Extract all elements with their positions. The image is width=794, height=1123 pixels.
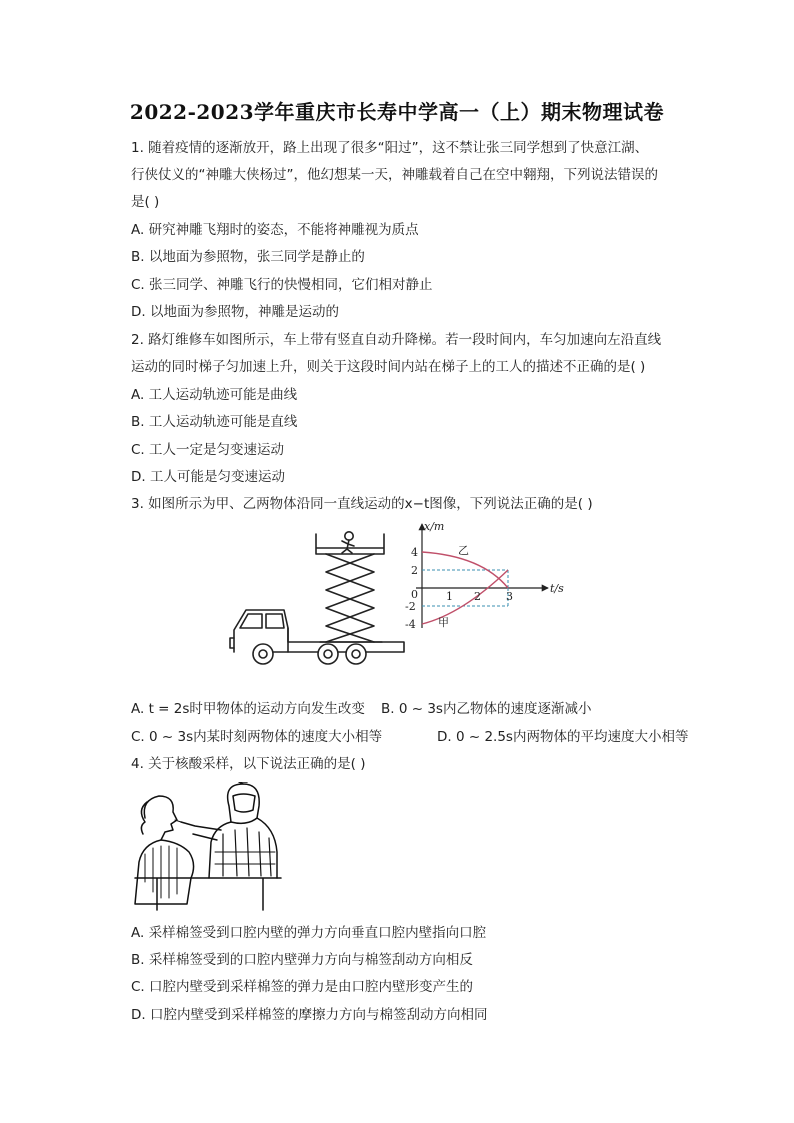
worker-head xyxy=(345,532,353,540)
x-tick-1: 1 xyxy=(446,590,453,603)
q3-option-d: D. 0 ~ 2.5s内两物体的平均速度大小相等 xyxy=(437,729,689,745)
q2-stem-line-1: 2. 路灯维修车如图所示，车上带有竖直自动升降梯。若一段时间内，车匀加速向左沿直线 xyxy=(131,332,662,348)
series-label-jia: 甲 xyxy=(438,616,449,629)
q4-stem: 4. 关于核酸采样，以下说法正确的是( ) xyxy=(131,756,366,772)
x-tick-2: 2 xyxy=(474,590,481,603)
q4-option-d: D. 口腔内壁受到采样棉签的摩擦力方向与棉签刮动方向相同 xyxy=(131,1007,488,1023)
q1-option-d: D. 以地面为参照物，神雕是运动的 xyxy=(131,304,339,320)
q1-option-a: A. 研究神雕飞翔时的姿态，不能将神雕视为质点 xyxy=(131,222,419,238)
series-jia-curve xyxy=(422,570,508,624)
q2-stem-line-2: 运动的同时梯子匀加速上升，则关于这段时间内站在梯子上的工人的描述不正确的是( ) xyxy=(131,359,646,375)
q2-option-d: D. 工人可能是匀变速运动 xyxy=(131,469,285,485)
q1-stem-line-3: 是( ) xyxy=(131,194,160,210)
x-tick-3: 3 xyxy=(506,590,513,603)
worker-suit xyxy=(209,818,277,878)
truck-window xyxy=(240,614,262,628)
lift-truck-figure xyxy=(228,518,420,668)
y-tick-2: 2 xyxy=(411,564,418,577)
q4-option-b: B. 采样棉签受到的口腔内壁弹力方向与棉签刮动方向相反 xyxy=(131,952,473,968)
y-tick-neg4: -4 xyxy=(405,618,416,631)
y-axis-label: x/m xyxy=(424,520,445,533)
q2-option-c: C. 工人一定是匀变速运动 xyxy=(131,442,285,458)
q4-option-a: A. 采样棉签受到口腔内壁的弹力方向垂直口腔内壁指向口腔 xyxy=(131,925,487,941)
worker-arm xyxy=(181,822,221,840)
truck-wheel-rear-1 xyxy=(318,644,338,664)
worker-body xyxy=(342,540,354,553)
page-title: 2022-2023学年重庆市长寿中学高一（上）期末物理试卷 xyxy=(129,100,665,124)
worker-face-shield xyxy=(233,794,255,812)
q3-option-c: C. 0 ~ 3s内某时刻两物体的速度大小相等 xyxy=(131,729,383,745)
truck-wheel-front xyxy=(253,644,273,664)
q1-option-b: B. 以地面为参照物，张三同学是静止的 xyxy=(131,249,365,265)
q1-option-c: C. 张三同学、神雕飞行的快慢相同，它们相对静止 xyxy=(131,277,433,293)
q4-option-c: C. 口腔内壁受到采样棉签的弹力是由口腔内壁形变产生的 xyxy=(131,979,474,995)
q1-stem-line-2: 行侠仗义的“神雕大侠杨过”，他幻想某一天，神雕载着自己在空中翱翔，下列说法错误的 xyxy=(131,167,658,183)
swab-sampling-figure xyxy=(131,782,285,912)
x-axis-label: t/s xyxy=(550,582,564,595)
q3-option-b: B. 0 ~ 3s内乙物体的速度逐渐减小 xyxy=(381,701,592,717)
truck-wheel-rear-2 xyxy=(346,644,366,664)
y-tick-4: 4 xyxy=(411,546,418,559)
origin-label: 0 xyxy=(411,588,418,601)
q2-option-b: B. 工人运动轨迹可能是直线 xyxy=(131,414,298,430)
xt-graph xyxy=(402,518,574,636)
q1-stem-line-1: 1. 随着疫情的逐渐放开，路上出现了很多“阳过”，这不禁让张三同学想到了快意江湖、 xyxy=(131,140,649,156)
series-label-yi: 乙 xyxy=(458,544,469,557)
q2-option-a: A. 工人运动轨迹可能是曲线 xyxy=(131,387,298,403)
table xyxy=(135,878,281,910)
y-tick-neg2: -2 xyxy=(405,600,416,613)
seated-person-head xyxy=(144,796,177,840)
q3-stem: 3. 如图所示为甲、乙两物体沿同一直线运动的x−t图像，下列说法正确的是( ) xyxy=(131,496,593,512)
q3-option-a: A. t = 2s时甲物体的运动方向发生改变 xyxy=(131,701,365,717)
seated-person-body xyxy=(135,840,194,904)
